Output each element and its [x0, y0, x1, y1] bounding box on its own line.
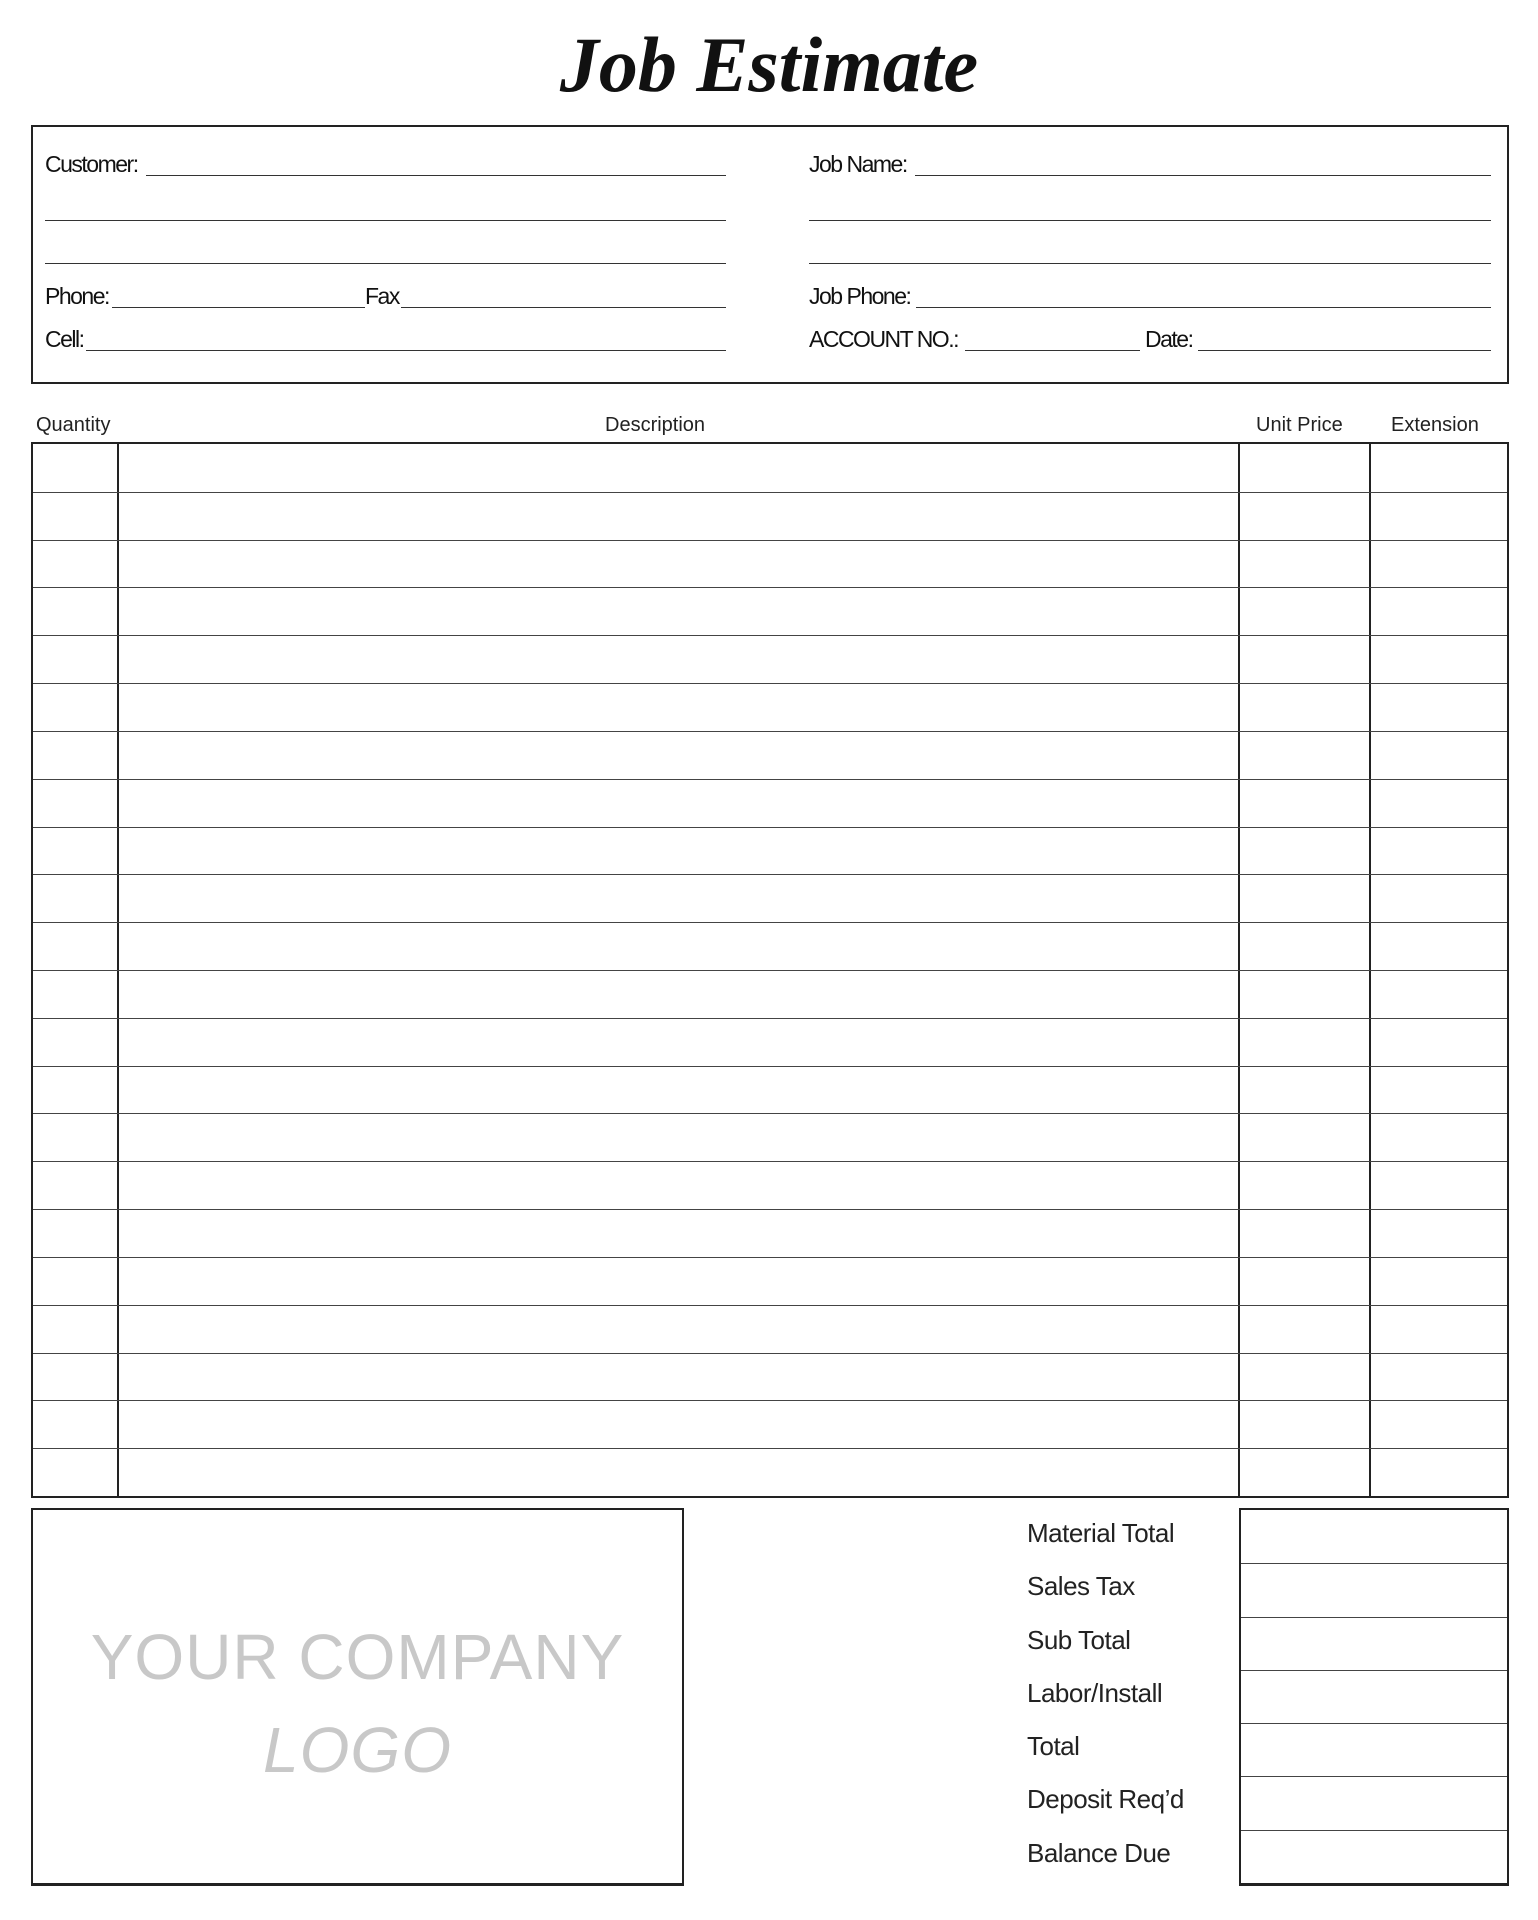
- table-row[interactable]: [33, 922, 1507, 970]
- fax-label: Fax: [365, 283, 399, 309]
- table-row[interactable]: [33, 587, 1507, 635]
- table-row[interactable]: [33, 1448, 1507, 1496]
- totals-label: Total: [1027, 1731, 1080, 1762]
- totals-value-field[interactable]: [1241, 1723, 1507, 1776]
- table-row[interactable]: [33, 1018, 1507, 1066]
- customer-label: Customer:: [45, 151, 138, 177]
- totals-value-field[interactable]: [1241, 1510, 1507, 1563]
- phone-field[interactable]: [112, 307, 365, 308]
- job-name-label: Job Name:: [809, 151, 907, 177]
- job-name-field[interactable]: [915, 175, 1491, 176]
- totals-value-field[interactable]: [1241, 1670, 1507, 1723]
- date-label: Date:: [1145, 326, 1193, 352]
- job-phone-label: Job Phone:: [809, 283, 911, 309]
- job-address-line-1[interactable]: [809, 220, 1491, 221]
- table-row[interactable]: [33, 492, 1507, 540]
- table-row[interactable]: [33, 1161, 1507, 1209]
- totals-label: Balance Due: [1027, 1837, 1171, 1868]
- table-row[interactable]: [33, 635, 1507, 683]
- table-row[interactable]: [33, 731, 1507, 779]
- table-row[interactable]: [33, 1353, 1507, 1401]
- fax-field[interactable]: [401, 307, 726, 308]
- cell-field[interactable]: [86, 350, 726, 351]
- table-row[interactable]: [33, 1305, 1507, 1353]
- totals-value-field[interactable]: [1241, 1776, 1507, 1829]
- page-title: Job Estimate: [559, 21, 979, 108]
- table-row[interactable]: [33, 1113, 1507, 1161]
- job-phone-field[interactable]: [916, 307, 1491, 308]
- totals-value-field[interactable]: [1241, 1830, 1507, 1883]
- account-no-field[interactable]: [965, 350, 1140, 351]
- company-logo-box: [31, 1508, 684, 1886]
- totals-label: Sales Tax: [1027, 1571, 1135, 1602]
- table-row[interactable]: [33, 1066, 1507, 1114]
- customer-address-line-1[interactable]: [45, 220, 726, 221]
- table-row[interactable]: [33, 540, 1507, 588]
- column-header-extension: Extension: [1391, 414, 1479, 436]
- table-row[interactable]: [33, 683, 1507, 731]
- column-header-unit-price: Unit Price: [1256, 414, 1343, 436]
- column-header-quantity: Quantity: [36, 414, 111, 436]
- cell-label: Cell:: [45, 326, 84, 352]
- totals-label: Labor/Install: [1027, 1677, 1163, 1708]
- line-items-table: [31, 442, 1509, 1498]
- logo-text-line2: LOGO: [263, 1714, 452, 1786]
- totals-label: Material Total: [1027, 1518, 1175, 1548]
- table-row[interactable]: [33, 970, 1507, 1018]
- totals-value-field[interactable]: [1241, 1617, 1507, 1670]
- totals-label: Deposit Req’d: [1027, 1784, 1184, 1815]
- totals-value-field[interactable]: [1241, 1563, 1507, 1616]
- date-field[interactable]: [1198, 350, 1491, 351]
- table-row[interactable]: [33, 1209, 1507, 1257]
- logo-text-line1: YOUR COMPANY: [90, 1621, 625, 1693]
- job-address-line-2[interactable]: [809, 263, 1491, 264]
- customer-field[interactable]: [146, 175, 726, 176]
- table-row[interactable]: [33, 874, 1507, 922]
- table-row[interactable]: [33, 1257, 1507, 1305]
- table-row[interactable]: [33, 444, 1507, 492]
- customer-info-box: [31, 125, 1509, 384]
- phone-label: Phone:: [45, 283, 109, 309]
- customer-address-line-2[interactable]: [45, 263, 726, 264]
- totals-label: Sub Total: [1027, 1624, 1131, 1655]
- table-row[interactable]: [33, 779, 1507, 827]
- totals-box: [1239, 1508, 1509, 1886]
- account-no-label: ACCOUNT NO.:: [809, 326, 958, 352]
- table-row[interactable]: [33, 827, 1507, 875]
- table-row[interactable]: [33, 1400, 1507, 1448]
- column-header-description: Description: [605, 414, 706, 436]
